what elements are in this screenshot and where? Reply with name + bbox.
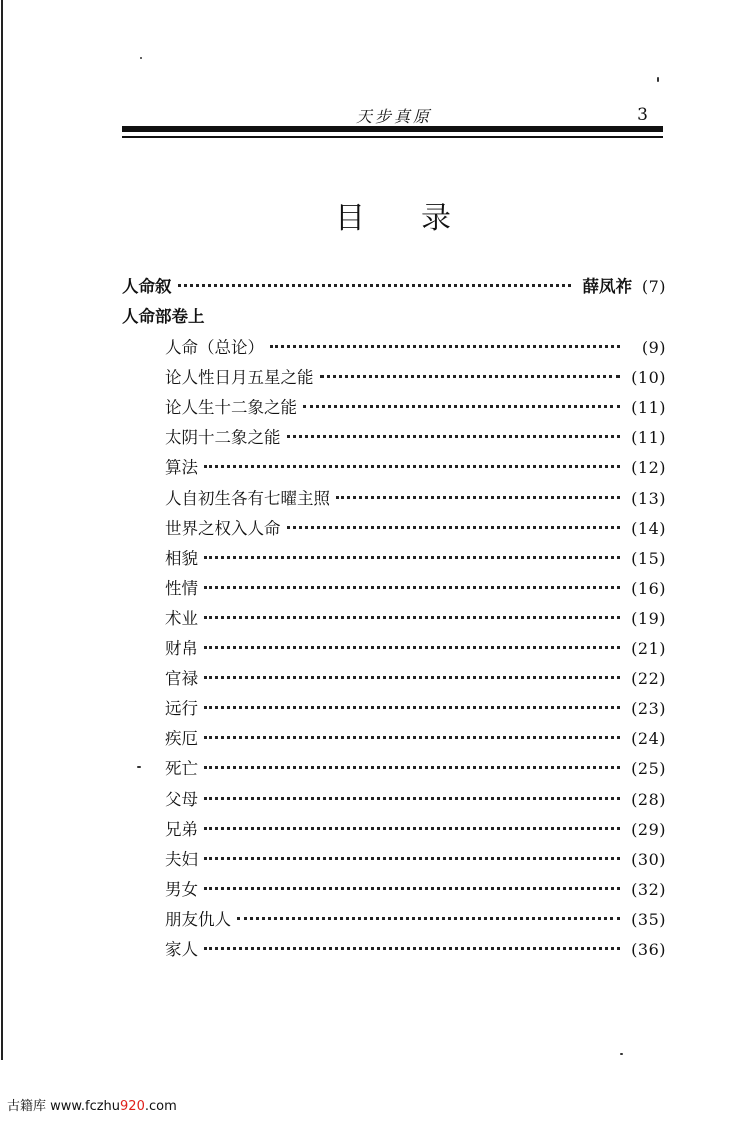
dot-leader (204, 556, 620, 559)
page-left-edge (1, 0, 3, 1060)
dot-leader (204, 465, 620, 468)
toc-entry-page: (11) (631, 428, 666, 448)
toc-entry-page: (9) (641, 338, 666, 358)
dot-leader (336, 496, 620, 499)
toc-entry-page: (12) (631, 458, 666, 478)
watermark-site-name: 古籍库 (7, 1099, 47, 1114)
toc-entry-row[interactable] (122, 695, 666, 725)
toc-entry-page: (11) (631, 398, 666, 418)
dot-leader (204, 827, 620, 830)
toc-entry-row[interactable] (122, 786, 666, 816)
part-heading: 人命部卷上 (122, 307, 205, 327)
toc-entry-row[interactable] (122, 364, 666, 394)
toc-entry-list (122, 334, 666, 966)
toc-entry-page: (32) (631, 879, 666, 899)
toc-entry-title: 官禄 (165, 669, 198, 689)
header-rule-thick (122, 126, 663, 132)
toc-entry-page: (30) (631, 849, 666, 869)
toc-entry-title: 世界之权入人命 (165, 518, 281, 538)
toc-preface-row[interactable] (122, 273, 666, 303)
dot-leader (320, 375, 621, 378)
toc-entry-row[interactable] (122, 725, 666, 755)
dot-leader (204, 646, 620, 649)
dot-leader (303, 405, 620, 408)
toc-entry-title: 疾厄 (165, 729, 198, 749)
toc-entry-page: (16) (631, 578, 666, 598)
toc-entry-title: 男女 (165, 879, 198, 899)
toc-entry-page: (35) (631, 909, 666, 929)
toc-entry-row[interactable] (122, 876, 666, 906)
toc-entry-row[interactable] (122, 394, 666, 424)
toc-entry-row[interactable] (122, 816, 666, 846)
toc-entry-title: 夫妇 (165, 849, 198, 869)
dot-leader (204, 676, 620, 679)
toc-entry-title: 论人生十二象之能 (165, 398, 297, 418)
dot-leader (204, 736, 620, 739)
toc-entry-title: 性情 (165, 578, 198, 598)
toc-entry-page: (28) (631, 789, 666, 809)
dot-leader (204, 947, 620, 950)
toc-entry-title: 术业 (165, 608, 198, 628)
toc-entry-title: 家人 (165, 939, 198, 959)
dot-leader (204, 797, 620, 800)
toc-entry-page: (23) (631, 699, 666, 719)
toc-entry-title: 父母 (165, 789, 198, 809)
dot-leader (204, 616, 620, 619)
dot-leader (204, 887, 620, 890)
toc-entry-row[interactable] (122, 334, 666, 364)
toc-entry-row[interactable] (122, 665, 666, 695)
dot-leader (204, 766, 620, 769)
running-title: 天步真原 (356, 107, 433, 126)
toc-entry-title: 财帛 (165, 639, 198, 659)
toc-entry-title: 论人性日月五星之能 (165, 368, 314, 388)
toc-entry-page: (36) (631, 939, 666, 959)
toc-entry-row[interactable] (122, 575, 666, 605)
dot-leader (204, 586, 620, 589)
toc-entry-title: 远行 (165, 699, 198, 719)
toc-entry-title: 人命（总论） (165, 338, 264, 358)
toc-entry-row[interactable] (122, 846, 666, 876)
scan-speck (620, 1053, 623, 1055)
preface-page: (7) (641, 277, 666, 296)
toc-heading: 目录 (335, 201, 507, 236)
dot-leader (287, 435, 621, 438)
dot-leader (237, 917, 620, 920)
toc-entry-title: 相貌 (165, 548, 198, 568)
page-number: 3 (637, 105, 648, 125)
toc-entry-row[interactable] (122, 635, 666, 665)
toc-entry-title: 算法 (165, 458, 198, 478)
toc-entry-page: (25) (631, 759, 666, 779)
table-of-contents (122, 273, 666, 966)
toc-entry-row[interactable] (122, 936, 666, 966)
dot-leader (270, 345, 620, 348)
toc-entry-row[interactable] (122, 605, 666, 635)
toc-entry-page: (13) (631, 488, 666, 508)
toc-entry-title: 死亡 (165, 759, 198, 779)
toc-entry-title: 人自初生各有七曜主照 (165, 488, 330, 508)
toc-entry-page: (14) (631, 518, 666, 538)
watermark-url[interactable]: www.fczhu920.com (50, 1099, 177, 1114)
toc-entry-row[interactable] (122, 424, 666, 454)
toc-entry-page: (29) (631, 819, 666, 839)
scan-speck (657, 77, 659, 82)
toc-entry-page: (24) (631, 729, 666, 749)
toc-entry-row[interactable] (122, 755, 666, 785)
toc-entry-row[interactable] (122, 515, 666, 545)
toc-entry-title: 太阴十二象之能 (165, 428, 281, 448)
watermark (7, 1095, 177, 1114)
toc-entry-title: 兄弟 (165, 819, 198, 839)
toc-entry-row[interactable] (122, 545, 666, 575)
preface-title: 人命叙 (122, 277, 172, 296)
scan-speck (140, 57, 142, 59)
toc-entry-row[interactable] (122, 454, 666, 484)
toc-entry-page: (19) (631, 608, 666, 628)
dot-leader (204, 706, 620, 709)
toc-entry-page: (21) (631, 639, 666, 659)
preface-author: 薛凤祚 (582, 277, 632, 296)
toc-entry-page: (22) (631, 669, 666, 689)
toc-entry-page: (15) (631, 548, 666, 568)
toc-entry-row[interactable] (122, 485, 666, 515)
dot-leader (204, 857, 620, 860)
toc-entry-page: (10) (631, 368, 666, 388)
dot-leader (178, 284, 571, 287)
header-rule-thin (122, 136, 663, 138)
toc-entry-title: 朋友仇人 (165, 909, 231, 929)
toc-entry-row[interactable] (122, 906, 666, 936)
dot-leader (287, 526, 621, 529)
